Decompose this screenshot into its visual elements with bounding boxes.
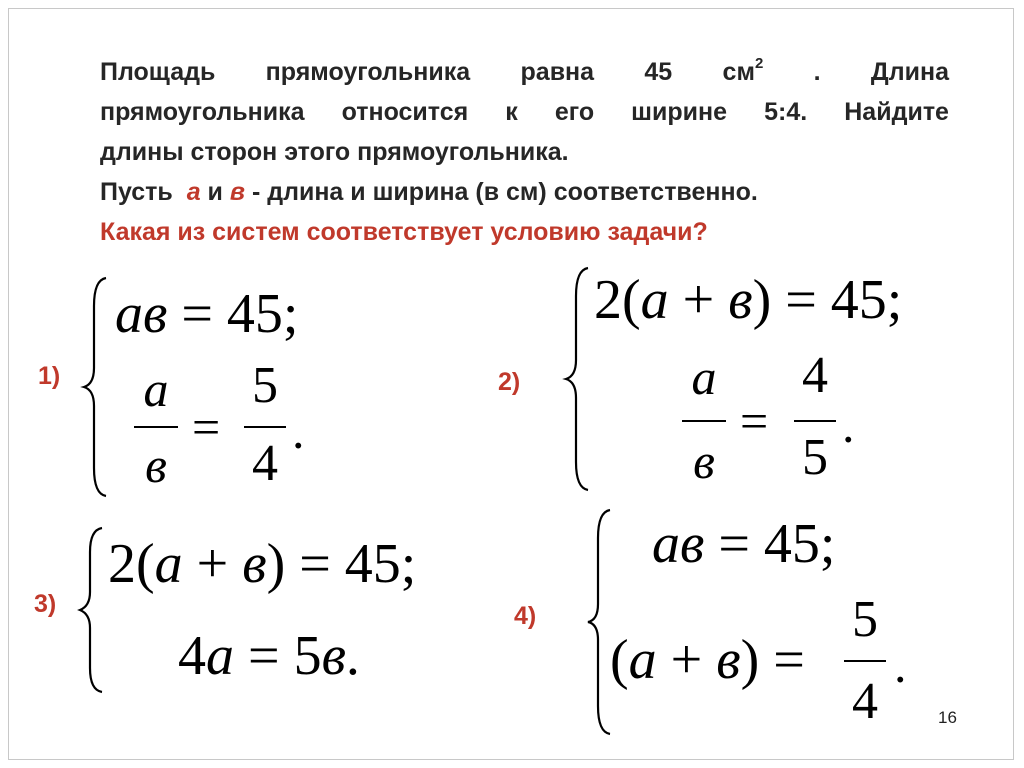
variable-b: в (229, 178, 245, 206)
option-1-label: 1) (38, 362, 61, 390)
problem-line-2: прямоугольника относится к его ширине 5:4. Найдите (100, 98, 949, 126)
option-2-period: . (842, 397, 855, 453)
option-2-fraction-bar-2 (794, 420, 836, 422)
option-2-equals: = (740, 393, 769, 449)
option-4-brace (584, 508, 614, 736)
option-2-fraction-bar-1 (682, 420, 726, 422)
option-2-numerator-4: 4 (802, 347, 828, 404)
option-3-label: 3) (34, 590, 57, 618)
option-1-brace (80, 276, 110, 498)
problem-statement (100, 52, 949, 252)
option-1-denominator-4: 4 (252, 435, 278, 492)
variable-a: а (186, 178, 201, 206)
option-4-equation-1: ав = 45; (652, 513, 836, 575)
option-4-numerator-5: 5 (852, 591, 878, 648)
page-number: 16 (938, 708, 957, 727)
option-1-numerator-a: а (143, 361, 169, 417)
option-4-equation-2-left: (а + в) = (610, 629, 805, 691)
option-1-equation-1: ав = 45; (115, 283, 299, 345)
option-2-denominator-b: в (693, 433, 715, 489)
option-3-brace (76, 526, 106, 694)
option-1-denominator-b: в (145, 437, 167, 493)
option-3-equation-2: 4а = 5в. (178, 625, 360, 687)
problem-line-3: длины сторон этого прямоугольника. (100, 138, 569, 166)
option-2-equation-1: 2(а + в) = 45; (594, 269, 903, 331)
option-2-label: 2) (498, 368, 521, 396)
option-3-equation-1: 2(а + в) = 45; (108, 533, 417, 595)
option-1-fraction-bar-1 (134, 426, 178, 428)
question-text: Какая из систем соответствует условию задачи? (100, 218, 708, 246)
option-1-fraction-bar-2 (244, 426, 286, 428)
option-2-numerator-a: а (691, 349, 717, 405)
option-4-label: 4) (514, 602, 537, 630)
option-1-equals: = (192, 399, 221, 455)
option-2-denominator-5: 5 (802, 429, 828, 486)
option-4-period: . (894, 637, 907, 693)
option-2-brace (562, 266, 592, 492)
problem-line-4: Пусть а и в - длина и ширина (в см) соответственно. (100, 178, 758, 206)
option-4-fraction-bar (844, 660, 886, 662)
problem-line-1: Площадь прямоугольника равна 45 $см^2$ . Длина (100, 54, 949, 86)
option-1-numerator-5: 5 (252, 357, 278, 414)
option-1-period: . (292, 403, 305, 459)
option-4-denominator-4: 4 (852, 673, 878, 730)
